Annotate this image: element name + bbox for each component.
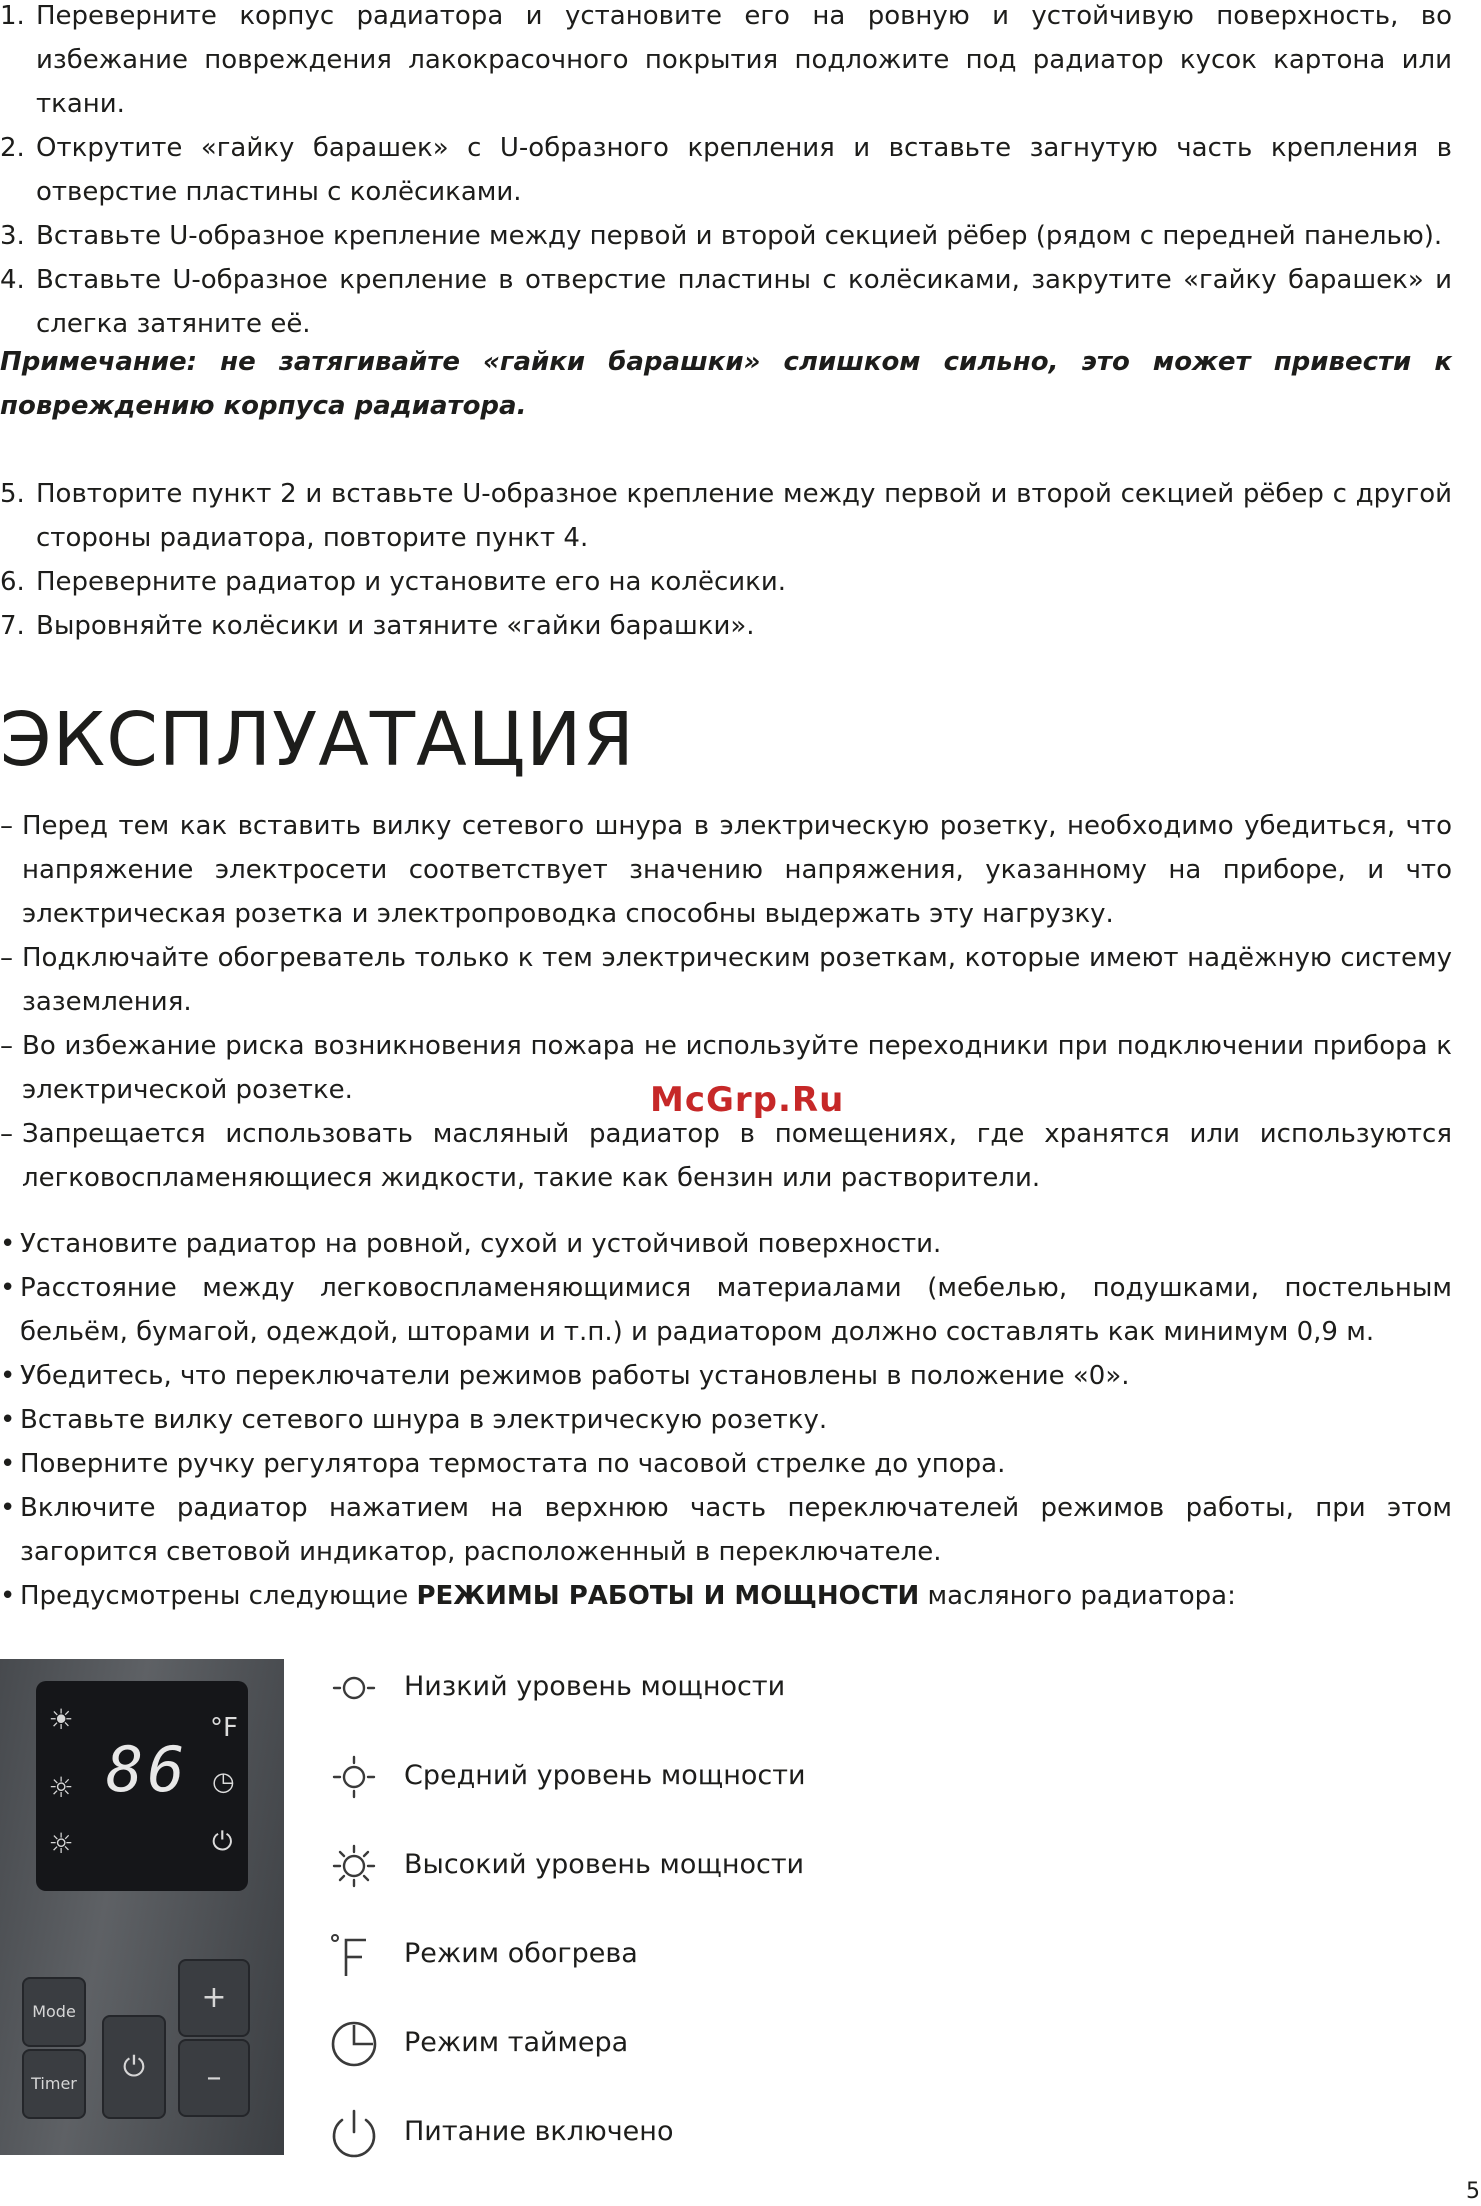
list-item [0, 126, 1452, 214]
assembly-steps-5-7 [0, 472, 1452, 648]
list-item [0, 472, 1452, 560]
list-item [0, 1486, 1452, 1574]
list-item [0, 214, 1452, 258]
dash-marker: – [0, 811, 13, 841]
warning-text: Подключайте обогреватель только к тем электрическим розеткам, которые имеют надёжную систему заземления. [22, 943, 1452, 1017]
legend-label: Низкий уровень мощности [404, 1671, 786, 1702]
bullet-marker: • [0, 1493, 16, 1523]
operation-text: Вставьте вилку сетевого шнура в электрическую розетку. [20, 1405, 828, 1435]
display-sun-medium-icon: ☼ [48, 1771, 74, 1804]
step-number: 5. [0, 479, 25, 509]
power-button[interactable]: ⏻ [102, 2015, 166, 2119]
step-text: Выровняйте колёсики и затяните «гайки барашки». [36, 611, 755, 641]
bullet-marker: • [0, 1229, 16, 1259]
legend-row [320, 1659, 1120, 1719]
list-item [0, 1574, 1452, 1618]
dash-marker: – [0, 1119, 13, 1149]
step-number: 7. [0, 611, 25, 641]
tightening-note: Примечание: не затягивайте «гайки барашки» слишком сильно, это может привести к повреждению корпуса радиатора. [0, 347, 1452, 421]
modes-intro-after: масляного радиатора: [919, 1581, 1236, 1611]
control-panel-photo [0, 1659, 284, 2155]
operation-text: Поверните ручку регулятора термостата по часовой стрелке до упора. [20, 1449, 1006, 1479]
step-number: 6. [0, 567, 25, 597]
bullet-marker: • [0, 1449, 16, 1479]
modes-intro-before: Предусмотрены следующие [20, 1581, 417, 1611]
operation-text: Установите радиатор на ровной, сухой и устойчивой поверхности. [20, 1229, 942, 1259]
step-text: Переверните радиатор и установите его на колёсики. [36, 567, 787, 597]
list-item [0, 936, 1452, 1024]
legend-label: Питание включено [404, 2116, 674, 2147]
list-item [0, 1222, 1452, 1266]
warning-text: Перед тем как вставить вилку сетевого шнура в электрическую розетку, необходимо убедиться, что напряжение электросети соответствует значению напряжения, указанному на приборе, и что электрическая розетка и электропроводка способны выдержать эту нагрузку. [22, 811, 1452, 929]
list-item [0, 0, 1452, 126]
operation-text: Расстояние между легковоспламеняющимися материалами (мебелью, подушками, постельным бельём, бумагой, одеждой, шторами и т.п.) и радиатором должно составлять как минимум 0,9 м. [20, 1273, 1452, 1347]
panel-display [36, 1681, 248, 1891]
legend-label: Средний уровень мощности [404, 1760, 806, 1791]
heating-f-icon [326, 1930, 382, 1980]
step-text: Вставьте U-образное крепление в отверстие пластины с колёсиками, закрутите «гайку барашек» и слегка затяните её. [36, 265, 1452, 339]
step-number: 4. [0, 265, 25, 295]
display-heating-icon: °F [210, 1713, 238, 1743]
operation-text: Включите радиатор нажатием на верхнюю часть переключателей режимов работы, при этом загорится световой индикатор, расположенный в переключателе. [20, 1493, 1452, 1567]
step-number: 3. [0, 221, 25, 251]
legend-row [320, 1926, 1120, 1986]
legend-row [320, 1837, 1120, 1897]
display-sun-low-icon: ☀ [48, 1703, 74, 1736]
list-item [0, 1266, 1452, 1354]
timer-button[interactable]: Timer [22, 2049, 86, 2119]
bullet-marker: • [0, 1361, 16, 1391]
list-item [0, 804, 1452, 936]
display-sun-high-icon: ☼ [48, 1827, 74, 1860]
warning-text: Во избежание риска возникновения пожара не используйте переходники при подключении прибора к электрической розетке. [22, 1031, 1452, 1105]
display-power-icon: ⏻ [212, 1827, 233, 1857]
list-item [0, 560, 1452, 604]
step-text: Переверните корпус радиатора и установите его на ровную и устойчивую поверхность, во избежание повреждения лакокрасочного покрытия подложите под радиатор кусок картона или ткани. [36, 1, 1452, 119]
legend-row [320, 2104, 1120, 2164]
legend-label: Режим таймера [404, 2027, 629, 2058]
bullet-marker: • [0, 1405, 16, 1435]
step-text: Вставьте U-образное крепление между первой и второй секцией рёбер (рядом с передней панелью). [36, 221, 1443, 251]
legend-row [320, 2015, 1120, 2075]
sun-low-icon [326, 1663, 382, 1713]
bullet-marker: • [0, 1581, 16, 1611]
list-item [0, 1398, 1452, 1442]
legend-label: Высокий уровень мощности [404, 1849, 805, 1880]
plus-button[interactable]: + [178, 1959, 250, 2037]
display-timer-icon: ◷ [212, 1767, 235, 1797]
step-number: 2. [0, 133, 25, 163]
timer-icon [326, 2019, 382, 2069]
list-item [0, 1112, 1452, 1200]
mode-button[interactable]: Mode [22, 1977, 86, 2047]
bullet-marker: • [0, 1273, 16, 1303]
temperature-readout: 86 [106, 1733, 189, 1806]
operation-steps-list [0, 1222, 1452, 1618]
section-title: ЭКСПЛУАТАЦИЯ [0, 697, 635, 783]
modes-intro-bold: РЕЖИМЫ РАБОТЫ И МОЩНОСТИ [416, 1581, 920, 1611]
sun-high-icon [326, 1841, 382, 1891]
assembly-steps-1-4 [0, 0, 1452, 346]
step-text: Открутите «гайку барашек» с U-образного крепления и вставьте загнутую часть крепления в отверстие пластины с колёсиками. [36, 133, 1452, 207]
operation-text: Убедитесь, что переключатели режимов работы установлены в положение «0». [20, 1361, 1130, 1391]
list-item [0, 1442, 1452, 1486]
list-item [0, 1354, 1452, 1398]
safety-warnings-list [0, 804, 1452, 1200]
watermark: McGrp.Ru [650, 1080, 845, 1120]
power-icon [326, 2108, 382, 2158]
dash-marker: – [0, 943, 13, 973]
list-item [0, 604, 1452, 648]
warning-text: Запрещается использовать масляный радиатор в помещениях, где хранятся или используются легковоспламеняющиеся жидкости, такие как бензин или растворители. [22, 1119, 1452, 1193]
minus-button[interactable]: – [178, 2039, 250, 2117]
legend-row [320, 1748, 1120, 1808]
legend-label: Режим обогрева [404, 1938, 638, 1969]
dash-marker: – [0, 1031, 13, 1061]
step-text: Повторите пункт 2 и вставьте U-образное крепление между первой и второй секцией рёбер с другой стороны радиатора, повторите пункт 4. [36, 479, 1452, 553]
list-item [0, 258, 1452, 346]
page-number: 5 [1466, 2179, 1480, 2204]
sun-medium-icon [326, 1752, 382, 1802]
step-number: 1. [0, 1, 25, 31]
